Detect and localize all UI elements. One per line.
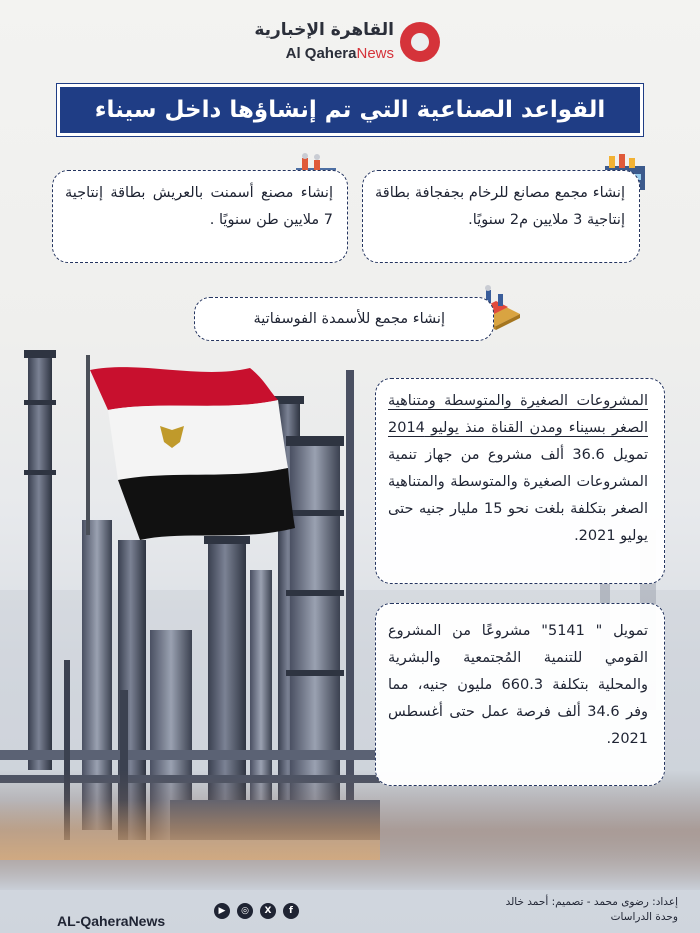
footer-brand: AL-QaheraNews <box>57 913 166 929</box>
card-marble-complex <box>362 170 640 263</box>
logo-mark-icon <box>400 22 440 62</box>
page-title: القواعد الصناعية التي تم إنشاؤها داخل سيناء <box>94 97 606 123</box>
logo-text-arabic: القاهرة الإخبارية <box>254 20 394 40</box>
logo-en-bold: Al Qahera <box>285 45 357 62</box>
card-sme-rest: تمويل 36.6 ألف مشروع من جهاز تنمية المشروعات الصغيرة والمتوسطة والمتناهية الصغر بتكلفة بلغت نحو 15 مليار جنيه حتى يوليو 2021. <box>388 447 648 544</box>
brand-logo <box>254 18 440 70</box>
credits-authors: إعداد: رضوى محمد - تصميم: أحمد خالد <box>505 896 678 908</box>
card-marble-text: إنشاء مجمع مصانع للرخام بجفجافة بطاقة إنتاجية 3 ملايين م2 سنويًا. <box>375 185 625 228</box>
card-fertilizer-text: إنشاء مجمع للأسمدة الفوسفاتية <box>253 311 445 327</box>
card-national-project <box>375 603 665 786</box>
x-icon[interactable]: X <box>260 903 276 919</box>
card-fertilizer-complex <box>194 297 494 341</box>
card-sme-lead: المشروعات الصغيرة والمتوسطة ومتناهية الصغر بسيناء ومدن القناة منذ يوليو 2014 <box>388 393 648 436</box>
chimney-left <box>28 350 52 770</box>
card-sme-funding <box>375 378 665 584</box>
social-links <box>214 903 299 919</box>
card-national-text: تمويل " 5141" مشروعًا من المشروع القومي للتنمية المُجتمعية والبشرية والمحلية بتكلفة 660.3 مليون جنيه، مما وفر 34.6 ألف فرصة عمل حتى أغسطس 2021. <box>388 623 648 747</box>
egypt-flag <box>90 367 295 540</box>
card-sme-text <box>388 388 648 550</box>
logo-en-light: News <box>356 45 394 62</box>
logo-text-english <box>286 45 394 62</box>
card-cement-text: إنشاء مصنع أسمنت بالعريش بطاقة إنتاجية 7 ملايين طن سنويًا . <box>65 185 333 228</box>
instagram-icon[interactable]: ◎ <box>237 903 253 919</box>
credits <box>458 895 678 925</box>
youtube-icon[interactable]: ▶ <box>214 903 230 919</box>
flag-pole <box>86 355 90 535</box>
card-cement-factory <box>52 170 348 263</box>
facebook-icon[interactable]: f <box>283 903 299 919</box>
credits-unit: وحدة الدراسات <box>610 911 678 923</box>
page-title-bar <box>57 84 643 136</box>
